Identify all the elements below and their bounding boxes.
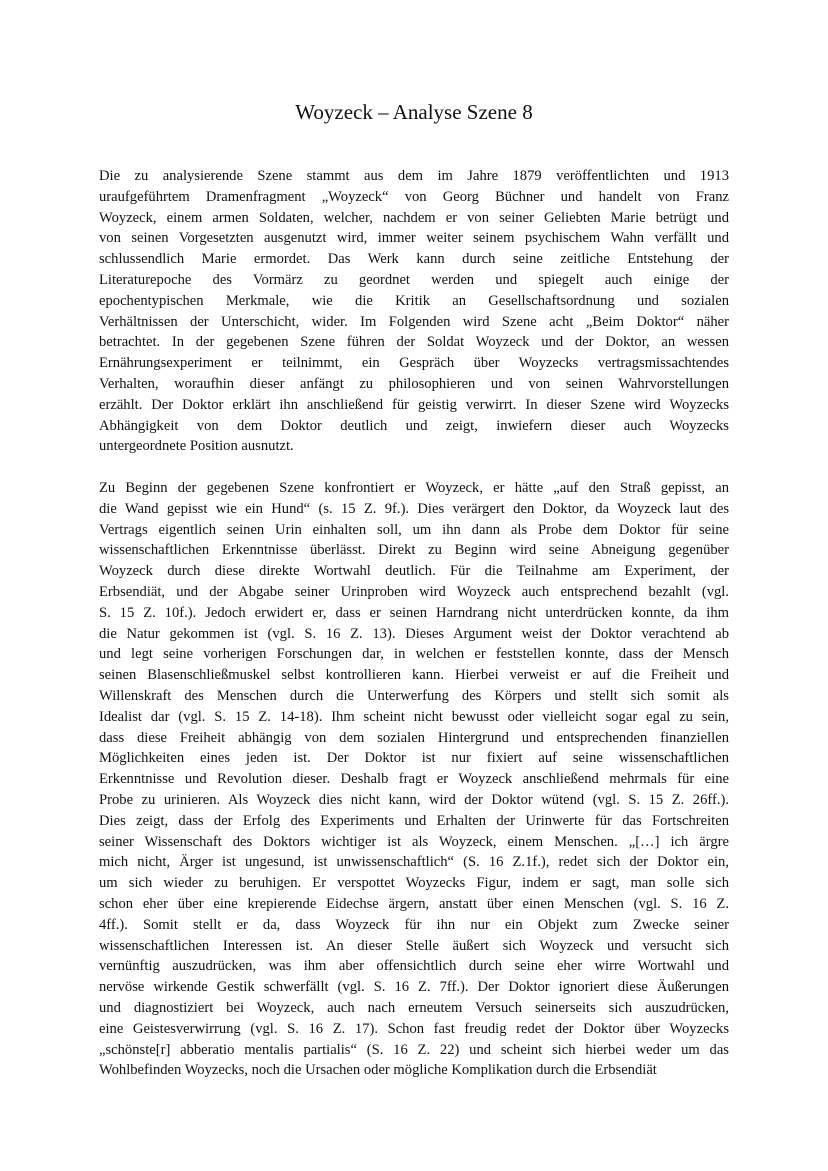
- text-line: mich nicht, Ärger ist ungesund, ist unwissenschaftlich“ (S. 16 Z.1f.), redet sich der Doktor ein,: [99, 854, 729, 871]
- text-line: untergeordnete Position ausnutzt.: [99, 438, 294, 455]
- text-line: seinen Blasenschließmuskel selbst kontrollieren kann. Hierbei verweist er auf die Freiheit und: [99, 667, 729, 684]
- text-line: Woyzeck durch diese direkte Wortwahl deutlich. Für die Teilnahme am Experiment, der: [99, 563, 729, 580]
- text-line: Verhältnissen der Unterschicht, wider. Im Folgenden wird Szene acht „Beim Doktor“ näher: [99, 313, 729, 330]
- text-line: vernünftig auszudrücken, was ihm aber offensichtlich durch seine eher wirre Wortwahl und: [99, 958, 729, 975]
- text-line: betrachtet. In der gegebenen Szene führen der Soldat Woyzeck und der Doktor, an wessen: [99, 334, 729, 351]
- text-line: nervöse wirkende Gestik schwerfällt (vgl. S. 16 Z. 7ff.). Der Doktor ignoriert diese Äußerungen: [99, 979, 729, 996]
- text-line: und diagnostiziert bei Woyzeck, auch nach erneutem Versuch seinerseits sich auszudrücken,: [99, 999, 729, 1016]
- text-line: Erkenntnisse und Revolution dieser. Deshalb fragt er Woyzeck anschließend mehrmals für eine: [99, 771, 729, 788]
- text-line: Erbsendiät, und der Abgabe seiner Urinproben wird Woyzeck auch entsprechend bezahlt (vgl.: [99, 583, 729, 600]
- text-line: Ernährungsexperiment er teilnimmt, ein Gespräch über Woyzecks vertragsmissachtendes: [99, 355, 729, 372]
- text-line: Idealist dar (vgl. S. 15 Z. 14-18). Ihm scheint nicht bewusst oder vielleicht sogar egal zu sein,: [99, 708, 729, 725]
- text-line: wissenschaftlichen Interessen ist. An dieser Stelle äußert sich Woyzeck und versucht sich: [99, 937, 729, 954]
- text-line: S. 15 Z. 10f.). Jedoch erwidert er, dass er seinen Harndrang nicht unterdrücken konnte, da ihm: [99, 604, 729, 621]
- text-line: epochentypischen Merkmale, wie die Kritik an Gesellschaftsordnung und sozialen: [99, 292, 729, 309]
- text-line: die Wand gepisst wie ein Hund“ (s. 15 Z. 9f.). Dies verärgert den Doktor, da Woyzeck laut des: [99, 500, 729, 517]
- text-line: erzählt. Der Doktor erklärt ihn anschließend für geistig verwirrt. In dieser Szene wird Woyzecks: [99, 396, 729, 413]
- text-line: Probe zu urinieren. Als Woyzeck dies nicht kann, wird der Doktor wütend (vgl. S. 15 Z. 26ff.).: [99, 791, 729, 808]
- text-line: dass diese Freiheit abhängig von dem sozialen Hintergrund und entsprechenden finanziellen: [99, 729, 729, 746]
- text-line: Zu Beginn der gegebenen Szene konfrontiert er Woyzeck, er hätte „auf den Straß gepisst, an: [99, 480, 729, 496]
- text-line: Vertrags eigentlich seinen Urin einhalten soll, um ihn dann als Probe dem Doktor für seine: [99, 521, 729, 538]
- text-line: die Natur gekommen ist (vgl. S. 16 Z. 13). Dieses Argument weist der Doktor verachtend ab: [99, 625, 729, 642]
- text-line: von seinen Vorgesetzten ausgenutzt wird, immer weiter seinem psychischem Wahn verfällt und: [99, 230, 729, 247]
- text-line: Verhalten, woraufhin dieser anfängt zu philosophieren und von seinen Wahrvorstellungen: [99, 375, 729, 392]
- text-line: und legt seine vorherigen Forschungen dar, in welchen er feststellen konnte, dass der Mensch: [99, 646, 729, 663]
- paragraph-analysis: [99, 478, 729, 1081]
- text-line: Wohlbefinden Woyzecks, noch die Ursachen oder mögliche Komplikation durch die Erbsendiät: [99, 1062, 657, 1079]
- text-line: Willenskraft des Menschen durch die Unterwerfung des Körpers und stellt sich somit als: [99, 687, 729, 704]
- text-line: Literaturepoche des Vormärz zu geordnet werden und spiegelt auch einige der: [99, 271, 729, 288]
- text-line: Woyzeck, einem armen Soldaten, welcher, nachdem er von seiner Geliebten Marie betrügt und: [99, 209, 729, 226]
- document-title: Woyzeck – Analyse Szene 8: [295, 100, 533, 124]
- text-line: 4ff.). Somit stellt er da, dass Woyzeck für ihn nur ein Objekt zum Zwecke seiner: [99, 916, 729, 933]
- text-line: uraufgeführtem Dramenfragment „Woyzeck“ von Georg Büchner und handelt von Franz: [99, 188, 729, 205]
- text-line: Dies zeigt, dass der Erfolg des Experiments und Erhalten der Urinwerte für das Fortschreiten: [99, 812, 729, 829]
- text-line: Die zu analysierende Szene stammt aus dem im Jahre 1879 veröffentlichten und 1913: [99, 168, 729, 184]
- text-line: Möglichkeiten eines jeden ist. Der Doktor ist nur fixiert auf seine wissenschaftlichen: [99, 750, 729, 767]
- text-line: schon eher über eine krepierende Eidechse ärgern, anstatt über einen Menschen (vgl. S. 16 Z.: [99, 895, 729, 912]
- text-line: schlussendlich Marie ermordet. Das Werk kann durch seine zeitliche Entstehung der: [99, 251, 729, 268]
- paragraph-introduction: [99, 166, 729, 457]
- text-line: um sich wieder zu beruhigen. Er verspottet Woyzecks Figur, indem er sagt, man solle sich: [99, 875, 729, 892]
- text-line: „schönste[r] abberatio mentalis partialis“ (S. 16 Z. 22) und scheint sich hierbei weder um das: [99, 1041, 729, 1058]
- text-line: Abhängigkeit von dem Doktor deutlich und zeigt, inwiefern dieser auch Woyzecks: [99, 417, 729, 434]
- text-line: eine Geistesverwirrung (vgl. S. 16 Z. 17). Schon fast freudig redet der Doktor über Woyzecks: [99, 1020, 729, 1037]
- text-line: wissenschaftlichen Erkenntnisse überlässt. Direkt zu Beginn wird seine Abneigung gegenüber: [99, 542, 729, 559]
- text-line: seiner Wissenschaft des Doktors wichtiger ist als Woyzeck, einem Menschen. „[…] ich ärgre: [99, 833, 729, 850]
